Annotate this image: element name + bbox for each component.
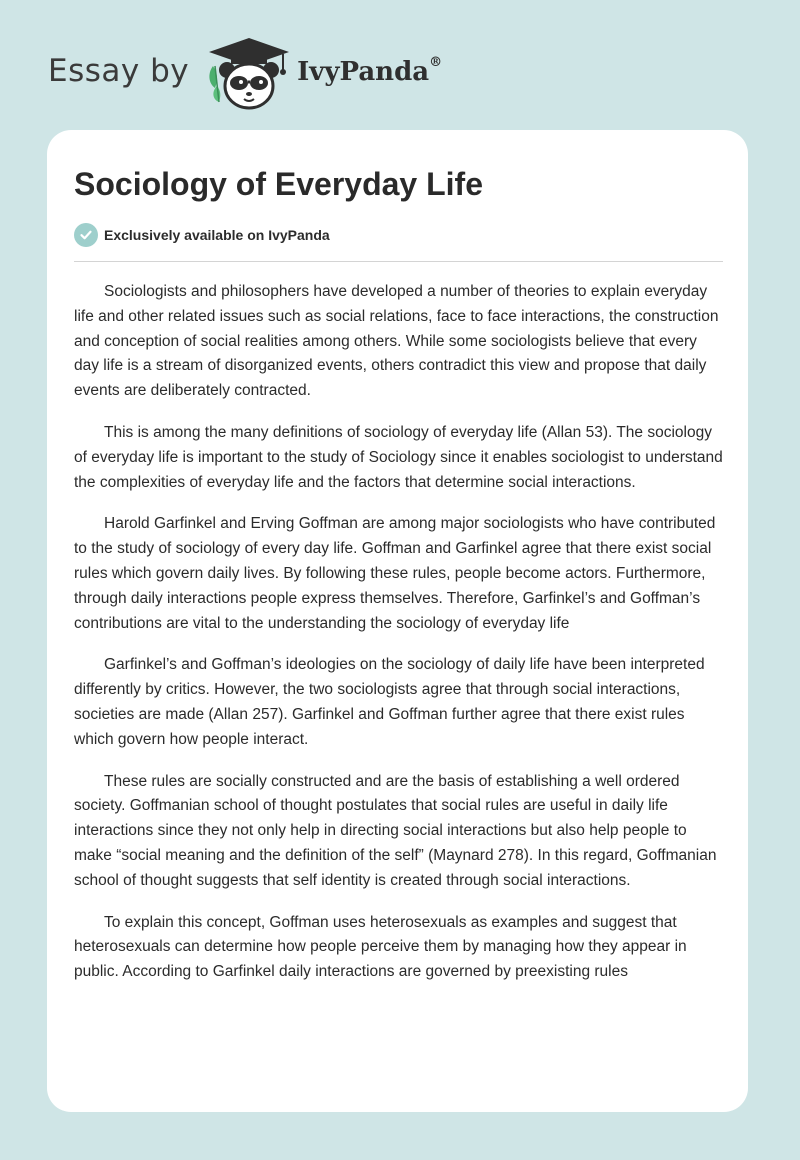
registered-mark: ® bbox=[429, 55, 443, 70]
essay-card bbox=[47, 130, 748, 1112]
essay-by-label: Essay by bbox=[48, 53, 190, 89]
page-title: Sociology of Everyday Life bbox=[74, 166, 483, 202]
site-header bbox=[48, 36, 442, 112]
brand-text: IvyPanda bbox=[297, 57, 430, 87]
badge-label: Exclusively available on IvyPanda bbox=[104, 227, 330, 243]
paragraph: Sociologists and philosophers have developed a number of theories to explain everyday life and other related issues such as social relations, face to face interactions, the construction and conception of social realities among others. While some sociologists believe that every day life is a stream of disorganized events, others contradict this view and propose that daily events are deliberately contracted. bbox=[74, 283, 719, 400]
paragraph: These rules are socially constructed and are the basis of establishing a well ordered society. Goffmanian school of thought postulates that social rules are useful in daily life interactions since they not only help in directing social interactions but also help people to make “social meaning and the definition of the self” (Maynard 278). In this regard, Goffmanian school of thought suggests that self identity is created through social interactions. bbox=[74, 772, 717, 889]
brand-name[interactable] bbox=[297, 57, 442, 87]
paragraph: Harold Garfinkel and Erving Goffman are among major sociologists who have contributed to the study of sociology of every day life. Goffman and Garfinkel agree that there exist social rules which govern daily lives. By following these rules, people become actors. Furthermore, through daily interactions people express themselves. Therefore, Garfinkel’s and Goffman’s contributions are vital to the understanding the sociology of everyday life bbox=[74, 515, 716, 632]
paragraph: To explain this concept, Goffman uses heterosexuals as examples and suggest that heterosexuals can determine how people perceive them by managing how they appear in public. According to Garfinkel daily interactions are governed by preexisting rules bbox=[74, 913, 687, 981]
paragraph: Garfinkel’s and Goffman’s ideologies on the sociology of daily life have been interpreted differently by critics. However, the two sociologists agree that through social interactions, societies are made (Allan 257). Garfinkel and Goffman further agree that there exist rules which govern how people interact. bbox=[74, 656, 705, 748]
panda-logo-icon[interactable] bbox=[205, 36, 293, 112]
exclusive-badge bbox=[74, 223, 330, 247]
check-icon bbox=[74, 223, 98, 247]
divider bbox=[74, 261, 723, 262]
paragraph: This is among the many definitions of sociology of everyday life (Allan 53). The sociology of everyday life is important to the study of Sociology since it enables sociologist to understand the complexities of everyday life and the factors that determine social interactions. bbox=[74, 423, 723, 491]
essay-body bbox=[74, 280, 726, 1002]
